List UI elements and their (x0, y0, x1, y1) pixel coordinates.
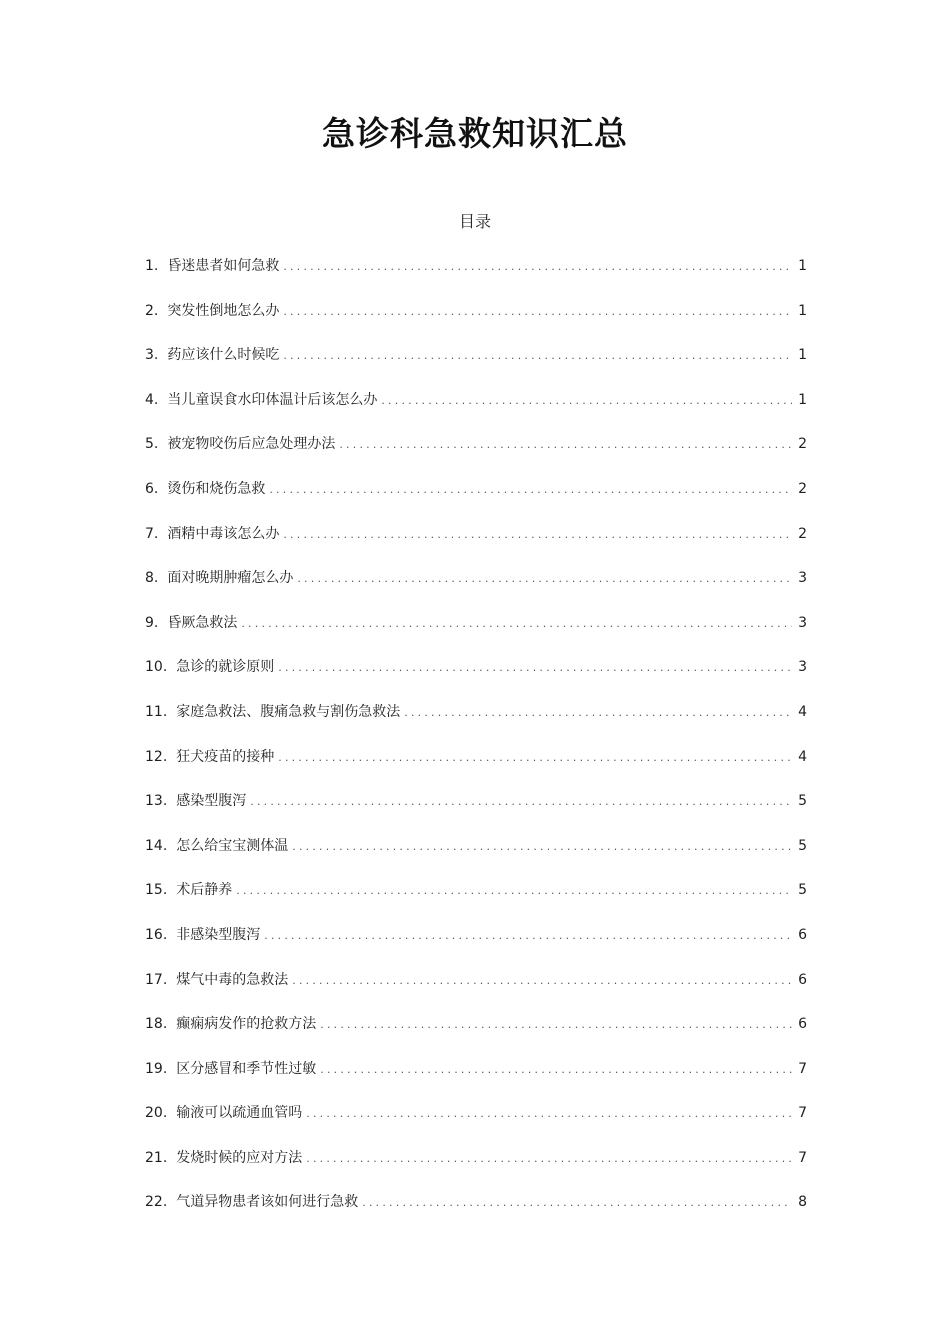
toc-leader-dots (283, 522, 792, 548)
toc-entry-page-number: 5 (798, 882, 807, 899)
toc-entry-title[interactable]: 昏迷患者如何急救 (167, 258, 280, 274)
toc-entry[interactable] (145, 565, 807, 610)
toc-entry-page-number: 5 (798, 793, 807, 810)
toc-entry-page-number: 6 (798, 926, 807, 943)
toc-entry-number: 4. (145, 391, 159, 408)
toc-leader-dots (292, 834, 792, 860)
toc-entry-number: 10. (145, 659, 168, 676)
toc-heading: 目录 (458, 212, 491, 231)
toc-leader-dots (381, 388, 792, 414)
toc-leader-dots (339, 432, 792, 458)
toc-leader-dots (320, 1012, 792, 1038)
toc-entry[interactable] (145, 476, 807, 521)
toc-entry[interactable] (145, 431, 807, 476)
toc-entry-title[interactable]: 急诊的就诊原则 (176, 659, 275, 676)
toc-entry-page-number: 3 (798, 570, 807, 587)
table-of-contents (145, 253, 807, 1234)
toc-leader-dots (283, 254, 792, 280)
toc-leader-dots (306, 1101, 792, 1127)
toc-entry[interactable] (145, 699, 807, 744)
toc-entry-page-number: 3 (798, 614, 807, 631)
toc-leader-dots (264, 923, 792, 949)
toc-entry-page-number: 6 (798, 971, 807, 988)
toc-entry[interactable] (145, 1011, 807, 1056)
toc-entry-page-number: 1 (798, 347, 807, 364)
toc-entry-number: 19. (145, 1060, 168, 1077)
toc-leader-dots (250, 789, 792, 815)
toc-entry-page-number: 2 (798, 480, 807, 497)
toc-entry-page-number: 5 (798, 837, 807, 854)
toc-leader-dots (404, 700, 792, 726)
toc-entry-title[interactable]: 突发性倒地怎么办 (167, 302, 280, 319)
toc-entry-title[interactable]: 被宠物咬伤后应急处理办法 (167, 436, 336, 453)
toc-entry-title[interactable]: 酒精中毒该怎么办 (167, 525, 280, 542)
toc-leader-dots (306, 1146, 792, 1172)
toc-entry[interactable] (145, 654, 807, 699)
toc-entry[interactable] (145, 342, 807, 387)
toc-leader-dots (236, 878, 792, 904)
toc-leader-dots (362, 1190, 792, 1216)
toc-entry-number: 8. (145, 570, 159, 587)
toc-entry[interactable] (145, 877, 807, 922)
toc-entry-page-number: 2 (798, 525, 807, 542)
toc-leader-dots (283, 343, 792, 369)
toc-entry-title[interactable]: 怎么给宝宝测体温 (176, 837, 289, 854)
toc-entry[interactable] (145, 1189, 807, 1234)
toc-entry-number: 20. (145, 1105, 168, 1122)
toc-entry-number: 5. (145, 436, 159, 453)
toc-entry-title[interactable]: 药应该什么时候吃 (167, 347, 280, 364)
toc-entry[interactable] (145, 833, 807, 878)
toc-entry-number: 13. (145, 793, 168, 810)
toc-entry-number: 9. (145, 614, 159, 631)
toc-leader-dots (269, 477, 792, 503)
toc-entry[interactable] (145, 744, 807, 789)
toc-entry[interactable] (145, 967, 807, 1012)
toc-entry-number: 3. (145, 347, 159, 364)
toc-entry[interactable] (145, 298, 807, 343)
toc-leader-dots (320, 1057, 792, 1083)
toc-entry-page-number: 4 (798, 703, 807, 720)
toc-entry-number: 2. (145, 302, 159, 319)
toc-entry-page-number: 2 (798, 436, 807, 453)
toc-entry-title[interactable]: 煤气中毒的急救法 (176, 971, 289, 988)
toc-entry-page-number: 8 (798, 1194, 807, 1211)
toc-leader-dots (278, 745, 792, 771)
toc-entry[interactable] (145, 1145, 807, 1190)
toc-entry-number: 21. (145, 1149, 168, 1166)
toc-entry-number: 16. (145, 926, 168, 943)
toc-entry-title[interactable]: 术后静养 (176, 882, 233, 899)
toc-leader-dots (297, 566, 792, 592)
toc-entry-title[interactable]: 非感染型腹泻 (176, 926, 261, 943)
toc-entry[interactable] (145, 521, 807, 566)
toc-entry[interactable] (145, 788, 807, 833)
toc-entry-number: 7. (145, 525, 159, 542)
toc-entry[interactable] (145, 610, 807, 655)
page-title: 急诊科急救知识汇总 (322, 114, 628, 153)
toc-entry-number: 15. (145, 882, 168, 899)
toc-leader-dots (278, 655, 792, 681)
toc-entry-page-number: 7 (798, 1060, 807, 1077)
toc-entry-number: 18. (145, 1016, 168, 1033)
toc-entry-number: 12. (145, 748, 168, 765)
toc-entry-number: 6. (145, 480, 159, 497)
toc-entry-page-number: 3 (798, 659, 807, 676)
toc-entry-page-number: 1 (798, 391, 807, 408)
toc-entry-page-number: 7 (798, 1149, 807, 1166)
toc-entry-title[interactable]: 感染型腹泻 (176, 793, 247, 810)
toc-entry-title[interactable]: 狂犬疫苗的接种 (176, 748, 275, 765)
toc-entry-title[interactable]: 气道异物患者该如何进行急救 (176, 1194, 359, 1211)
toc-entry-number: 14. (145, 837, 168, 854)
toc-entry-title[interactable]: 面对晚期肿瘤怎么办 (167, 570, 294, 587)
toc-entry-title[interactable]: 家庭急救法、腹痛急救与割伤急救法 (176, 703, 401, 720)
toc-entry-page-number: 1 (798, 302, 807, 319)
toc-entry[interactable] (145, 922, 807, 967)
toc-entry-number: 11. (145, 703, 168, 720)
toc-leader-dots (283, 299, 792, 325)
toc-entry-page-number: 4 (798, 748, 807, 765)
toc-entry[interactable] (145, 387, 807, 432)
toc-entry-title[interactable]: 区分感冒和季节性过敏 (176, 1060, 317, 1077)
toc-entry-number: 1. (145, 258, 159, 274)
toc-entry-title[interactable]: 当儿童误食水印体温计后该怎么办 (167, 391, 378, 408)
toc-entry-page-number: 6 (798, 1016, 807, 1033)
toc-entry[interactable] (145, 1056, 807, 1101)
toc-entry-title[interactable]: 烫伤和烧伤急救 (167, 480, 266, 497)
toc-entry-number: 22. (145, 1194, 168, 1211)
toc-entry-page-number: 1 (798, 258, 807, 274)
toc-entry-number: 17. (145, 971, 168, 988)
toc-leader-dots (241, 611, 792, 637)
toc-entry-title[interactable]: 发烧时候的应对方法 (176, 1149, 303, 1166)
toc-entry-title[interactable]: 输液可以疏通血管吗 (176, 1105, 303, 1122)
toc-leader-dots (292, 968, 792, 994)
toc-entry[interactable] (145, 1100, 807, 1145)
toc-entry[interactable] (145, 253, 807, 298)
toc-entry-page-number: 7 (798, 1105, 807, 1122)
toc-entry-title[interactable]: 昏厥急救法 (167, 614, 238, 631)
toc-entry-title[interactable]: 癫痫病发作的抢救方法 (176, 1016, 317, 1033)
